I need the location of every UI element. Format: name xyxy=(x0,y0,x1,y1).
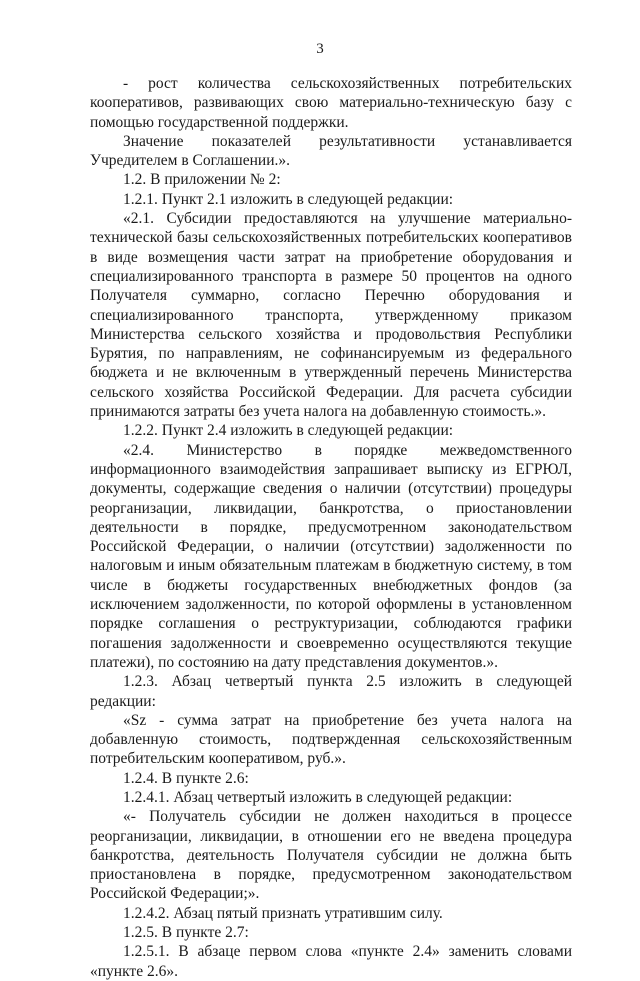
paragraph-item-1-2-5-1: 1.2.5.1. В абзаце первом слова «пункте 2.4» заменить словами «пункте 2.6». xyxy=(90,943,572,980)
document-body xyxy=(90,74,572,981)
paragraph-clause-2-4: «2.4. Министерство в порядке межведомственного информационного взаимодействия запрашивает выписку из ЕГРЮЛ, документы, содержащие сведения о наличии (отсутствии) процедуры реорганизации, ликвидации, банкротства, о приостановлении деятельности в порядке, предусмотренном законодательством Российской Федерации, о наличии (отсутствии) задолженности по налоговым и иным обязательным платежам в бюджетную систему, в том числе в бюджеты государственных внебюджетных фондов (за исключением задолженности, по которой оформлены в установленном порядке соглашения о реструктуризации, соблюдаются графики погашения задолженности и своевременно осуществляются текущие платежи), по состоянию на дату представления документов.». xyxy=(90,441,572,671)
paragraph-clause-2-1: «2.1. Субсидии предоставляются на улучшение материально-технической базы сельскохозяйственных потребительских кооперативов в виде возмещения части затрат на приобретение оборудования и специализированного транспорта в размере 50 процентов на одного Получателя суммарно, согласно Перечню оборудования и специализированного транспорта, утвержденному приказом Министерства сельского хозяйства и продовольствия Республики Бурятия, по направлениям, не софинансируемым из федерального бюджета и не включенным в утвержденный перечень Министерства сельского хозяйства Российской Федерации. Для расчета субсидии принимаются затраты без учета налога на добавленную стоимость.». xyxy=(90,210,572,421)
paragraph-item-1-2-1: 1.2.1. Пункт 2.1 изложить в следующей редакции: xyxy=(123,190,454,208)
paragraph-cooperatives-growth: - рост количества сельскохозяйственных потребительских кооперативов, развивающих свою материально-техническую базу с помощью государственной поддержки. xyxy=(90,75,572,131)
paragraph-item-1-2-4: 1.2.4. В пункте 2.6: xyxy=(123,769,249,787)
paragraph-item-1-2-4-1: 1.2.4.1. Абзац четвертый изложить в следующей редакции: xyxy=(123,788,513,806)
page-number: 3 xyxy=(316,41,324,57)
paragraph-item-1-2-4-2: 1.2.4.2. Абзац пятый признать утратившим силу. xyxy=(123,904,443,922)
paragraph-item-1-2-5: 1.2.5. В пункте 2.7: xyxy=(123,924,249,942)
paragraph-recipient-requirement: «- Получатель субсидии не должен находиться в процессе реорганизации, ликвидации, в отношении его не введена процедура банкротства, деятельность Получателя субсидии не должна быть приостановлена в порядке, предусмотренном законодательством Российской Федерации;». xyxy=(90,808,572,903)
paragraph-item-1-2-2: 1.2.2. Пункт 2.4 изложить в следующей редакции: xyxy=(123,422,454,440)
paragraph-item-1-2-3: 1.2.3. Абзац четвертый пункта 2.5 изложить в следующей редакции: xyxy=(90,673,572,710)
paragraph-indicators-value: Значение показателей результативности устанавливается Учредителем в Соглашении.». xyxy=(90,132,572,170)
paragraph-sz-definition: «Sz - сумма затрат на приобретение без учета налога на добавленную стоимость, подтвержденная сельскохозяйственным потребительским кооперативом, руб.». xyxy=(90,711,572,768)
paragraph-appendix-2: 1.2. В приложении № 2: xyxy=(123,171,281,189)
